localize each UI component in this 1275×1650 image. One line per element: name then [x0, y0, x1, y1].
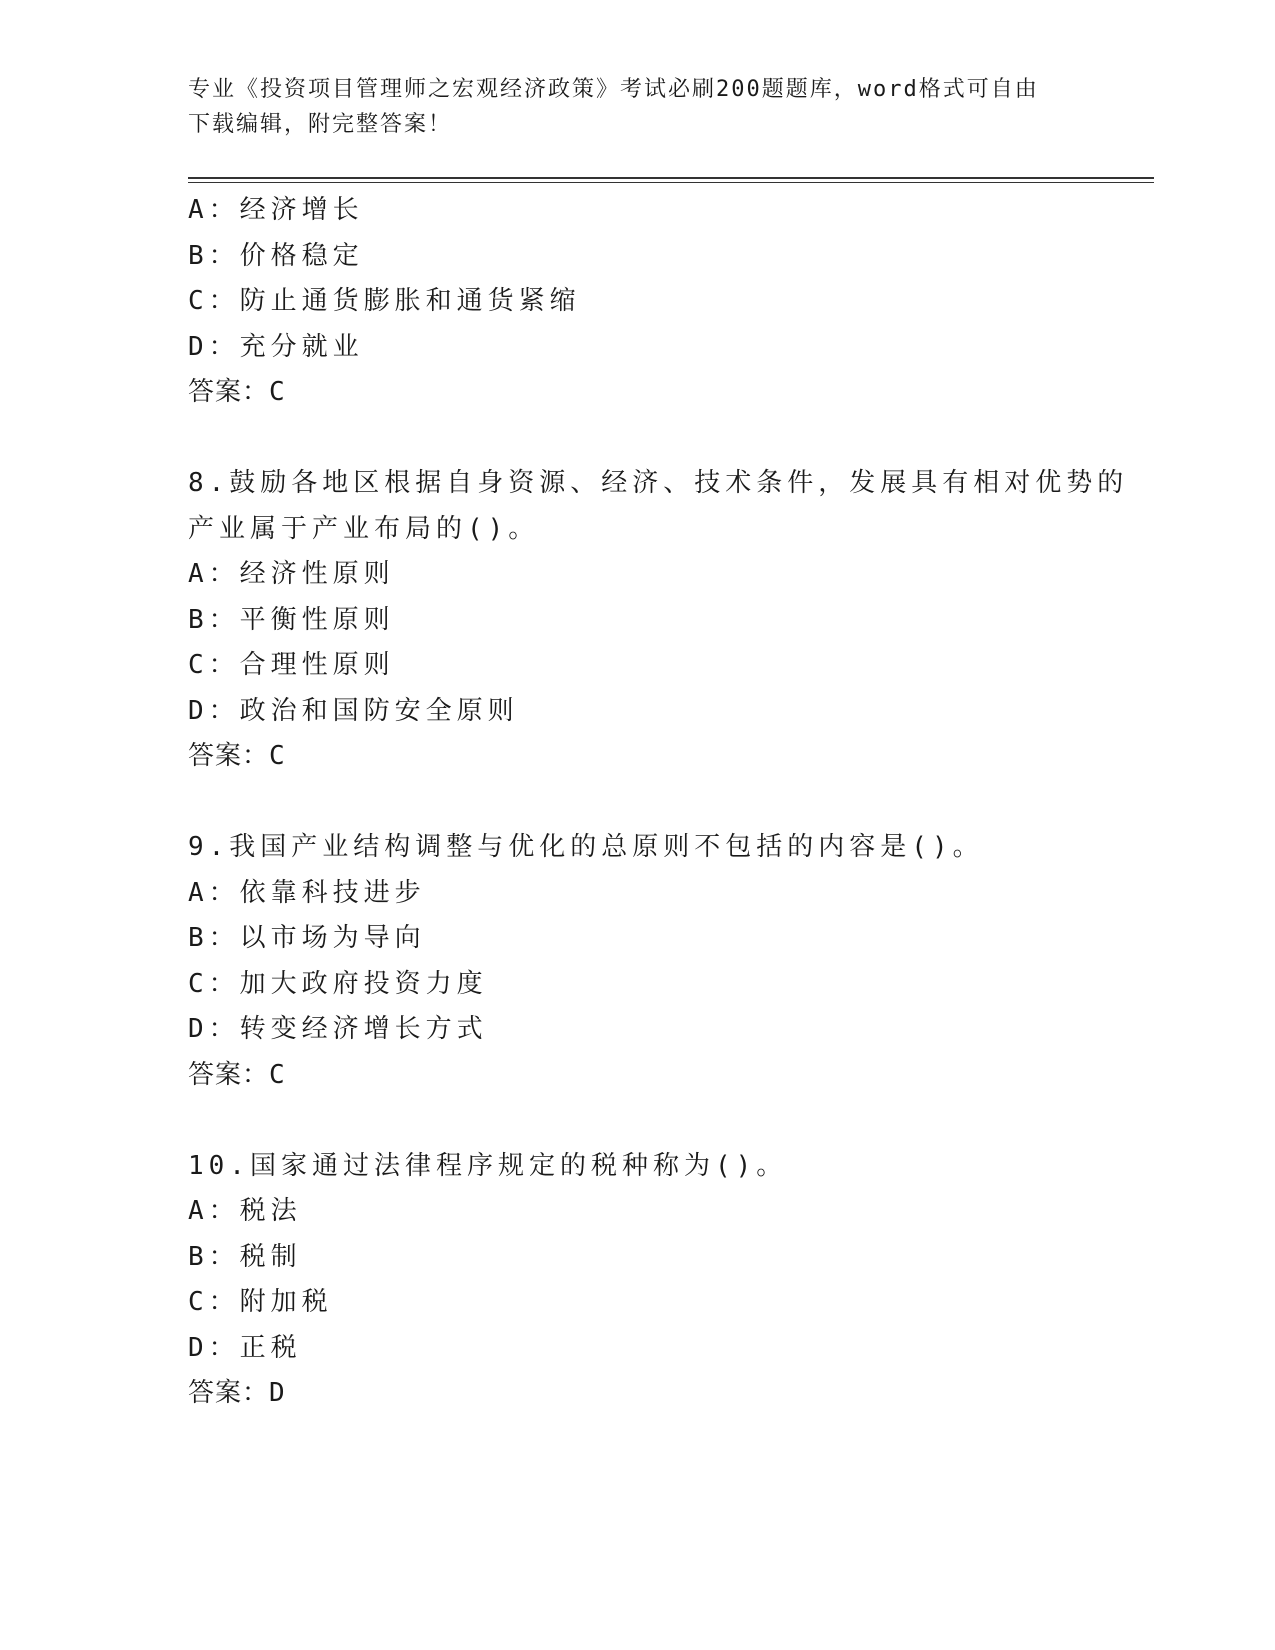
option-b: B：价格稳定 [188, 240, 364, 271]
question-block [188, 461, 1129, 780]
question-stem-line: 产业属于产业布局的()。 [188, 513, 540, 544]
header-divider-thick [188, 177, 1154, 179]
document-header [188, 72, 1088, 142]
option-a: A：依靠科技进步 [188, 877, 426, 908]
header-line-1: 专业《投资项目管理师之宏观经济政策》考试必刷200题题库，word格式可自由 [188, 77, 1039, 102]
header-line-2: 下载编辑，附完整答案！ [188, 112, 453, 137]
option-d: D：正税 [188, 1332, 302, 1363]
option-c: C：附加税 [188, 1287, 333, 1317]
header-divider-thin [188, 182, 1154, 183]
answer-line: 答案：D [188, 1378, 286, 1408]
option-b: B：以市场为导向 [188, 923, 426, 953]
option-c: C：加大政府投资力度 [188, 968, 488, 999]
option-c: C：合理性原则 [188, 650, 395, 680]
option-a: A：经济增长 [188, 195, 364, 225]
question-stem-line: 10.国家通过法律程序规定的税种称为()。 [188, 1150, 788, 1181]
option-b: B：税制 [188, 1241, 302, 1272]
option-d: D：转变经济增长方式 [188, 1014, 488, 1044]
question-block [188, 188, 1088, 416]
answer-line: 答案：C [188, 377, 286, 407]
option-a: A：税法 [188, 1196, 302, 1226]
answer-line: 答案：C [188, 1059, 286, 1090]
option-a: A：经济性原则 [188, 559, 395, 589]
question-stem-line: 9.我国产业结构调整与优化的总原则不包括的内容是()。 [188, 832, 984, 862]
question-list [188, 188, 1129, 1417]
option-d: D：充分就业 [188, 331, 364, 362]
question-block [188, 1144, 1088, 1417]
option-c: C：防止通货膨胀和通货紧缩 [188, 286, 581, 316]
answer-line: 答案：C [188, 741, 286, 771]
question-stem-line: 8.鼓励各地区根据自身资源、经济、技术条件，发展具有相对优势的 [188, 468, 1129, 498]
option-b: B：平衡性原则 [188, 604, 395, 635]
question-block [188, 825, 1088, 1098]
option-d: D：政治和国防安全原则 [188, 695, 519, 726]
